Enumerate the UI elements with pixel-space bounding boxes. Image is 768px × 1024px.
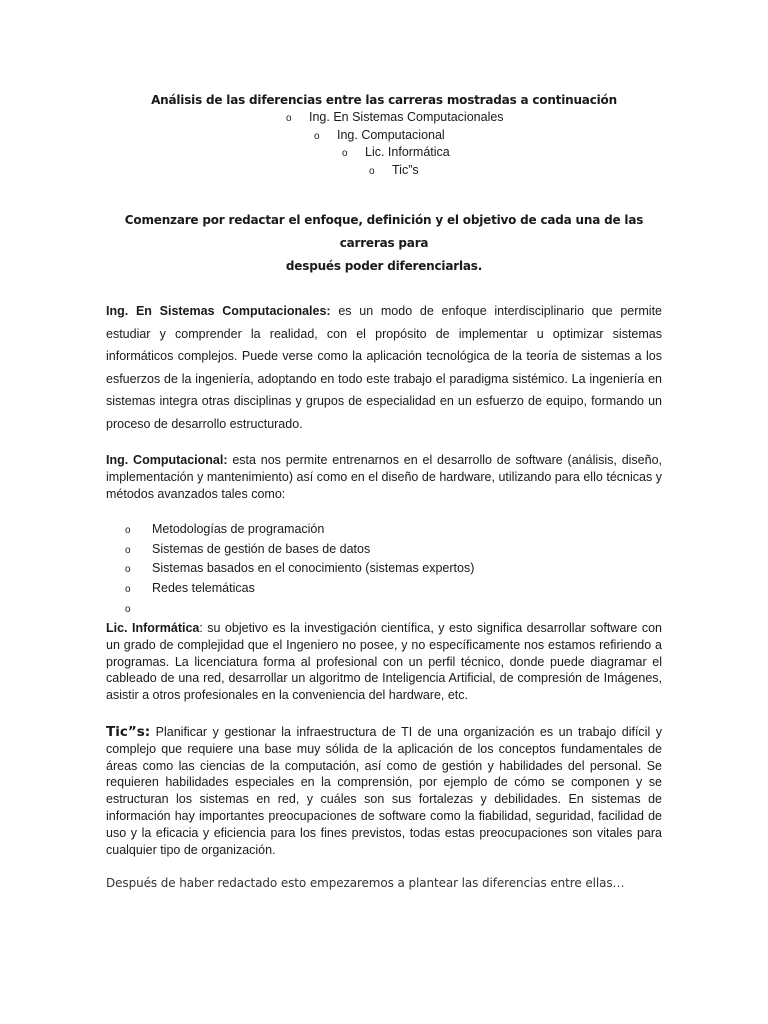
section-term: Lic. Informática bbox=[106, 621, 200, 635]
intro-paragraph bbox=[100, 209, 668, 278]
bullet-mark: o bbox=[125, 564, 131, 575]
list-item-label: Sistemas basados en el conocimiento (sistemas expertos) bbox=[152, 561, 475, 575]
career-label: Ing. Computacional bbox=[337, 128, 445, 142]
bullet-mark: o bbox=[125, 584, 131, 595]
section-sistemas bbox=[106, 300, 662, 436]
section-term: Ing. En Sistemas Computacionales: bbox=[106, 304, 331, 318]
section-text: : su objetivo es la investigación científica, y esto significa desarrollar software con un grado de complejidad que el Ingeniero no posee, y no específicamente nos estamos refiriendo a programas. La licenciatura forma al profesional con un perfil técnico, donde puede diagramar el cableado de una red, desarrollar un algoritmo de Inteligencia Artificial, de compresión de Imágenes, asistir a otros profesionales en la conveniencia del hardware, etc. bbox=[106, 621, 662, 703]
section-term: Ing. Computacional: bbox=[106, 453, 228, 467]
section-informatica bbox=[106, 620, 662, 704]
career-item-informatica bbox=[342, 145, 450, 159]
list-item bbox=[125, 522, 324, 536]
bullet-mark: o bbox=[286, 113, 292, 124]
bullet-mark: o bbox=[369, 166, 375, 177]
career-label: Lic. Informática bbox=[365, 145, 450, 159]
list-item bbox=[125, 601, 152, 615]
career-label: Ing. En Sistemas Computacionales bbox=[309, 110, 504, 124]
section-text: es un modo de enfoque interdisciplinario que permite estudiar y comprender la realidad, con el propósito de implementar u optimizar sistemas informáticos complejos. Puede verse como la aplicación tecnológica de la teoría de sistemas a los esfuerzos de la ingeniería, adoptando en todo este trabajo el paradigma sistémico. La ingeniería en sistemas integra otras disciplinas y grupos de especialidad en un esfuerzo de equipo, formando un proceso de desarrollo estructurado. bbox=[106, 304, 663, 431]
bullet-mark: o bbox=[314, 131, 320, 142]
bullet-mark: o bbox=[125, 545, 131, 556]
section-term: Tic”s: bbox=[106, 724, 151, 740]
section-computacional bbox=[106, 452, 662, 502]
section-text: esta nos permite entrenarnos en el desarrollo de software (análisis, diseño, implementación y mantenimiento) así como en el diseño de hardware, utilizando para ello técnicas y métodos avanzados tales como: bbox=[106, 453, 663, 501]
bullet-mark: o bbox=[125, 604, 131, 615]
list-item bbox=[125, 542, 370, 556]
list-item bbox=[125, 581, 255, 595]
bullet-mark: o bbox=[125, 525, 131, 536]
section-tics bbox=[106, 724, 662, 858]
career-item-tics bbox=[369, 163, 419, 177]
document-title: Análisis de las diferencias entre las carreras mostradas a continuación bbox=[151, 93, 617, 107]
list-item-label: Sistemas de gestión de bases de datos bbox=[152, 542, 371, 556]
intro-line-1: Comenzare por redactar el enfoque, definición y el objetivo de cada una de las carreras para bbox=[124, 213, 644, 250]
career-item-computacional bbox=[314, 128, 445, 142]
section-text: Planificar y gestionar la infraestructura de TI de una organización es un trabajo difícil y complejo que requiere una base muy sólida de la aplicación de los conceptos fundamentales de áreas como las ciencias de la computación, así como de gestión y habilidades del personal. Se requieren habilidades especiales en la comprensión, por ejemplo de cómo se componen y se estructuran los sistemas en red, y cuáles son sus fortalezas y debilidades. En sistemas de información hay importantes preocupaciones de software como la fiabilidad, seguridad, facilidad de uso y la eficacia y eficiencia para los fines previstos, todas estas preocupaciones son vitales para cualquier tipo de organización. bbox=[106, 725, 662, 857]
career-item-sistemas bbox=[286, 110, 504, 124]
intro-line-2: después poder diferenciarlas. bbox=[285, 259, 483, 273]
closing-sentence: Después de haber redactado esto empezaremos a plantear las diferencias entre ellas… bbox=[106, 876, 625, 890]
list-item-label: Redes telemáticas bbox=[152, 581, 255, 595]
list-item-label: Metodologías de programación bbox=[152, 522, 325, 536]
list-item bbox=[125, 561, 474, 575]
bullet-mark: o bbox=[342, 148, 348, 159]
career-label: Tic”s bbox=[392, 163, 419, 177]
